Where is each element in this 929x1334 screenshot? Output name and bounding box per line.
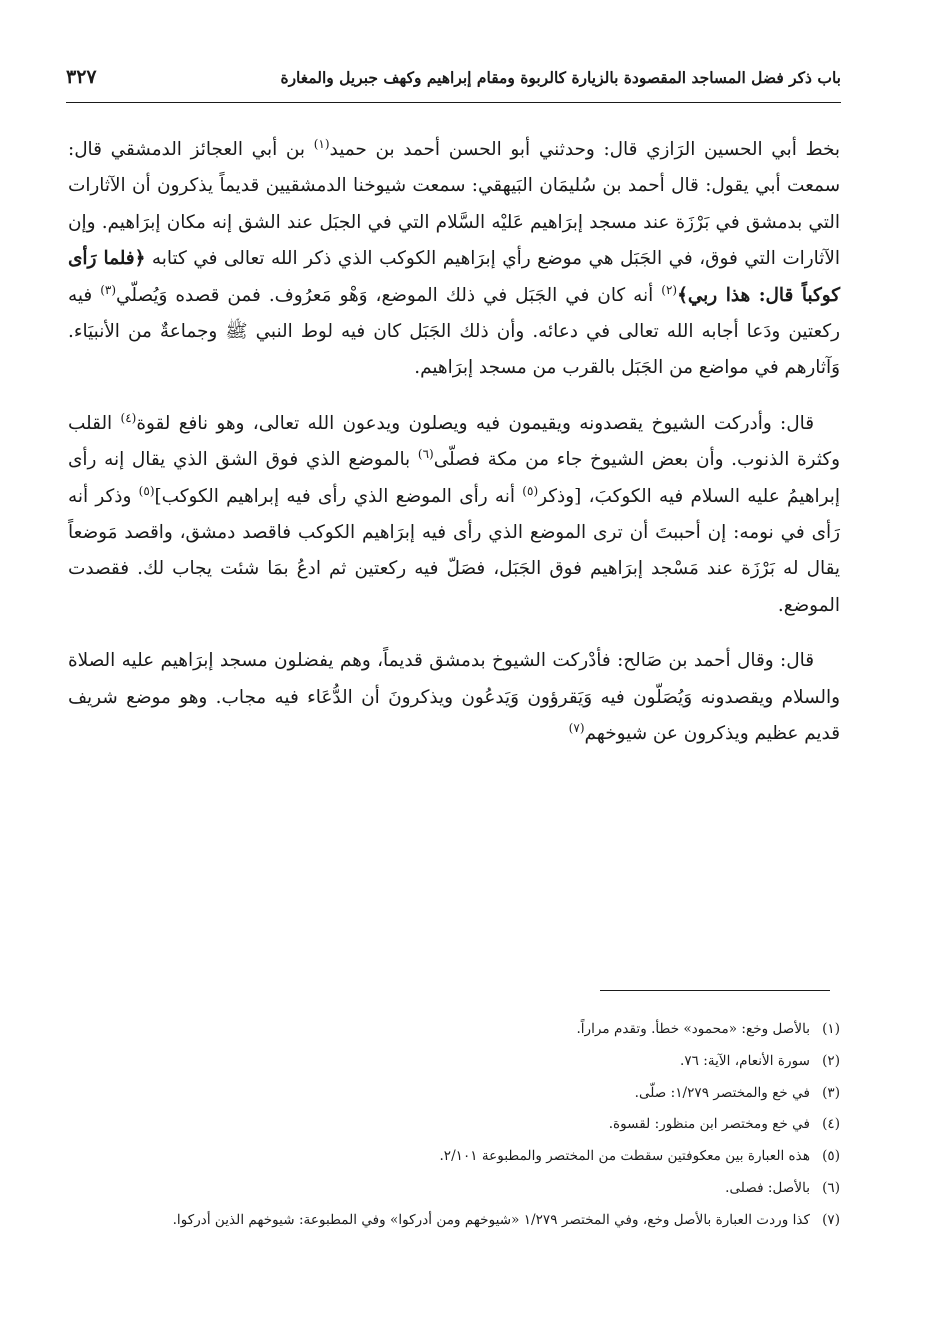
footnote-reference: (٧) — [568, 720, 585, 735]
footnote — [96, 1205, 840, 1237]
text-run: أنه رأى الموضع الذي رأى فيه إبراهيم الكوكب] — [154, 485, 523, 507]
text-run: وذكر أنه رَأى في نومه: إن أحببتَ أن ترى الموضع الذي رأى فيه إبرَاهيم الكوكب فاقصد دمشق، واقصد مَوضعاً يقال له بَرْزَة عند مَسْجد إبرَاهيم فوق الجَبَل، فصَلّ فيه ركعتين ثم ادعُ بمَا شئت يجاب لك. فقصدت الموضع. — [68, 485, 840, 616]
footnote — [96, 1141, 840, 1173]
footnote-number: (٦) — [822, 1179, 840, 1196]
text-run: قال: وأدركت الشيوخ يقصدونه ويقيمون فيه ويصلون ويدعون الله تعالى، وهو نافع لقوة — [136, 412, 814, 434]
page-number: ٣٢٧ — [66, 66, 97, 88]
footnote-number: (٤) — [822, 1116, 840, 1133]
footnote-reference: (٥) — [138, 483, 155, 498]
footnote-number: (٣) — [822, 1084, 840, 1101]
text-run: القلب وكثرة الذنوب. وأن بعض الشيوخ جاء من مكة فصلّى — [68, 412, 840, 471]
footnote — [96, 1173, 840, 1205]
text-run: بخط أبي الحسين الرَازي قال: وحدثني أبو الحسن أحمد بن حميد — [329, 139, 840, 160]
footnote-number: (٢) — [822, 1052, 840, 1069]
footnote-reference: (١) — [313, 136, 330, 151]
footnote-number: (٥) — [822, 1148, 840, 1165]
footnote-text: كذا وردت العبارة بالأصل وخع، وفي المختصر ١/٢٧٩ «شيوخهم ومن أدركوا» وفي المطبوعة: شيوخهم الذين أدركوا. — [172, 1211, 810, 1228]
text-run: قال: وقال أحمد بن صَالح: فأدْركت الشيوخ بدمشق قديماً، وهم يفضلون مسجد إبرَاهيم عليه الصلاة والسلام ويقصدونه وَيُصَلّون فيه وَيَقرؤون وَيَدعُون ويذكرونَ أن الدُّعَاء فيه مجاب. وهو موضع شريف قديم عظيم ويذكرون عن شيوخهم — [68, 650, 840, 745]
footnote-divider — [600, 990, 830, 991]
footnote-reference: (٣) — [100, 282, 117, 297]
quran-quote: ﴿فلما رَأى كوكباً قال: هذا ربي﴾ — [68, 248, 841, 306]
footnote-text: سورة الأنعام، الآية: ٧٦. — [680, 1052, 810, 1069]
footnote-text: هذه العبارة بين معكوفتين سقطت من المختصر والمطبوعة ٢/١٠١. — [439, 1148, 810, 1165]
page-header — [66, 62, 841, 103]
footnote — [96, 1109, 840, 1141]
running-title: باب ذكر فضل المساجد المقصودة بالزيارة كالربوة ومقام إبراهيم وكهف جبريل والمغارة — [280, 68, 841, 87]
paragraph — [68, 132, 840, 387]
main-text — [68, 132, 840, 772]
footnote — [96, 1078, 840, 1110]
text-run: بن أبي العجائز الدمشقي قال: سمعت أبي يقول: قال أحمد بن سُليمَان البَيهقي: سمعت شيوخنا الدمشقيين قديماً يذكرون أن الآثارات التي بدمشق في بَرْزَة عند مسجد إبرَاهيم عَليْه السَّلام التي في الجبَل عند الشق إنه مكان إبرَاهيم. وإن الآثارات التي فوق، في الجَبَل هي موضع رأي إبرَاهيم الكوكب الذي ذكر الله تعالى في كتابه — [68, 139, 840, 270]
footnote-reference: (٢) — [661, 282, 678, 297]
footnote-text: في خع ومختصر ابن منظور: لقسوة. — [608, 1116, 810, 1133]
paragraph — [68, 406, 840, 624]
footnote-text: بالأصل: فصلى. — [725, 1179, 810, 1196]
footnotes-list — [96, 1014, 840, 1237]
footnote — [96, 1014, 840, 1046]
text-run: فيه ركعتين ودَعا أجابه الله تعالى في دعائه. وأن ذلك الجَبَل كان فيه لوط النبي ﷺ وجماعةٌ من الأنبيَاء. وَآثارهم في مواضع من الجَبَل بالقرب من مسجد إبرَاهيم. — [68, 284, 840, 379]
text-run: بالموضع الذي فوق الشق الذي يقال إنه رأى إبراهيمُ عليه السلام فيه الكوكبَ، [وذكر — [68, 449, 841, 507]
footnote-text: بالأصل وخع: «محمود» خطأ. وتقدم مراراً. — [576, 1021, 810, 1037]
footnote — [96, 1046, 840, 1078]
footnote-text: في خع والمختصر ١/٢٧٩: صلّى. — [634, 1084, 810, 1101]
footnote-number: (١) — [822, 1021, 840, 1037]
paragraph — [68, 643, 840, 752]
text-run: أنه كان في الجَبَل في ذلك الموضع، وَهْو مَعرُوف. فمن قصده وَيُصلّي — [116, 284, 662, 306]
footnote-number: (٧) — [822, 1211, 840, 1228]
footnote-reference: (٦) — [417, 447, 434, 462]
footnote-reference: (٤) — [120, 410, 137, 425]
footnote-reference: (٥) — [522, 483, 539, 498]
